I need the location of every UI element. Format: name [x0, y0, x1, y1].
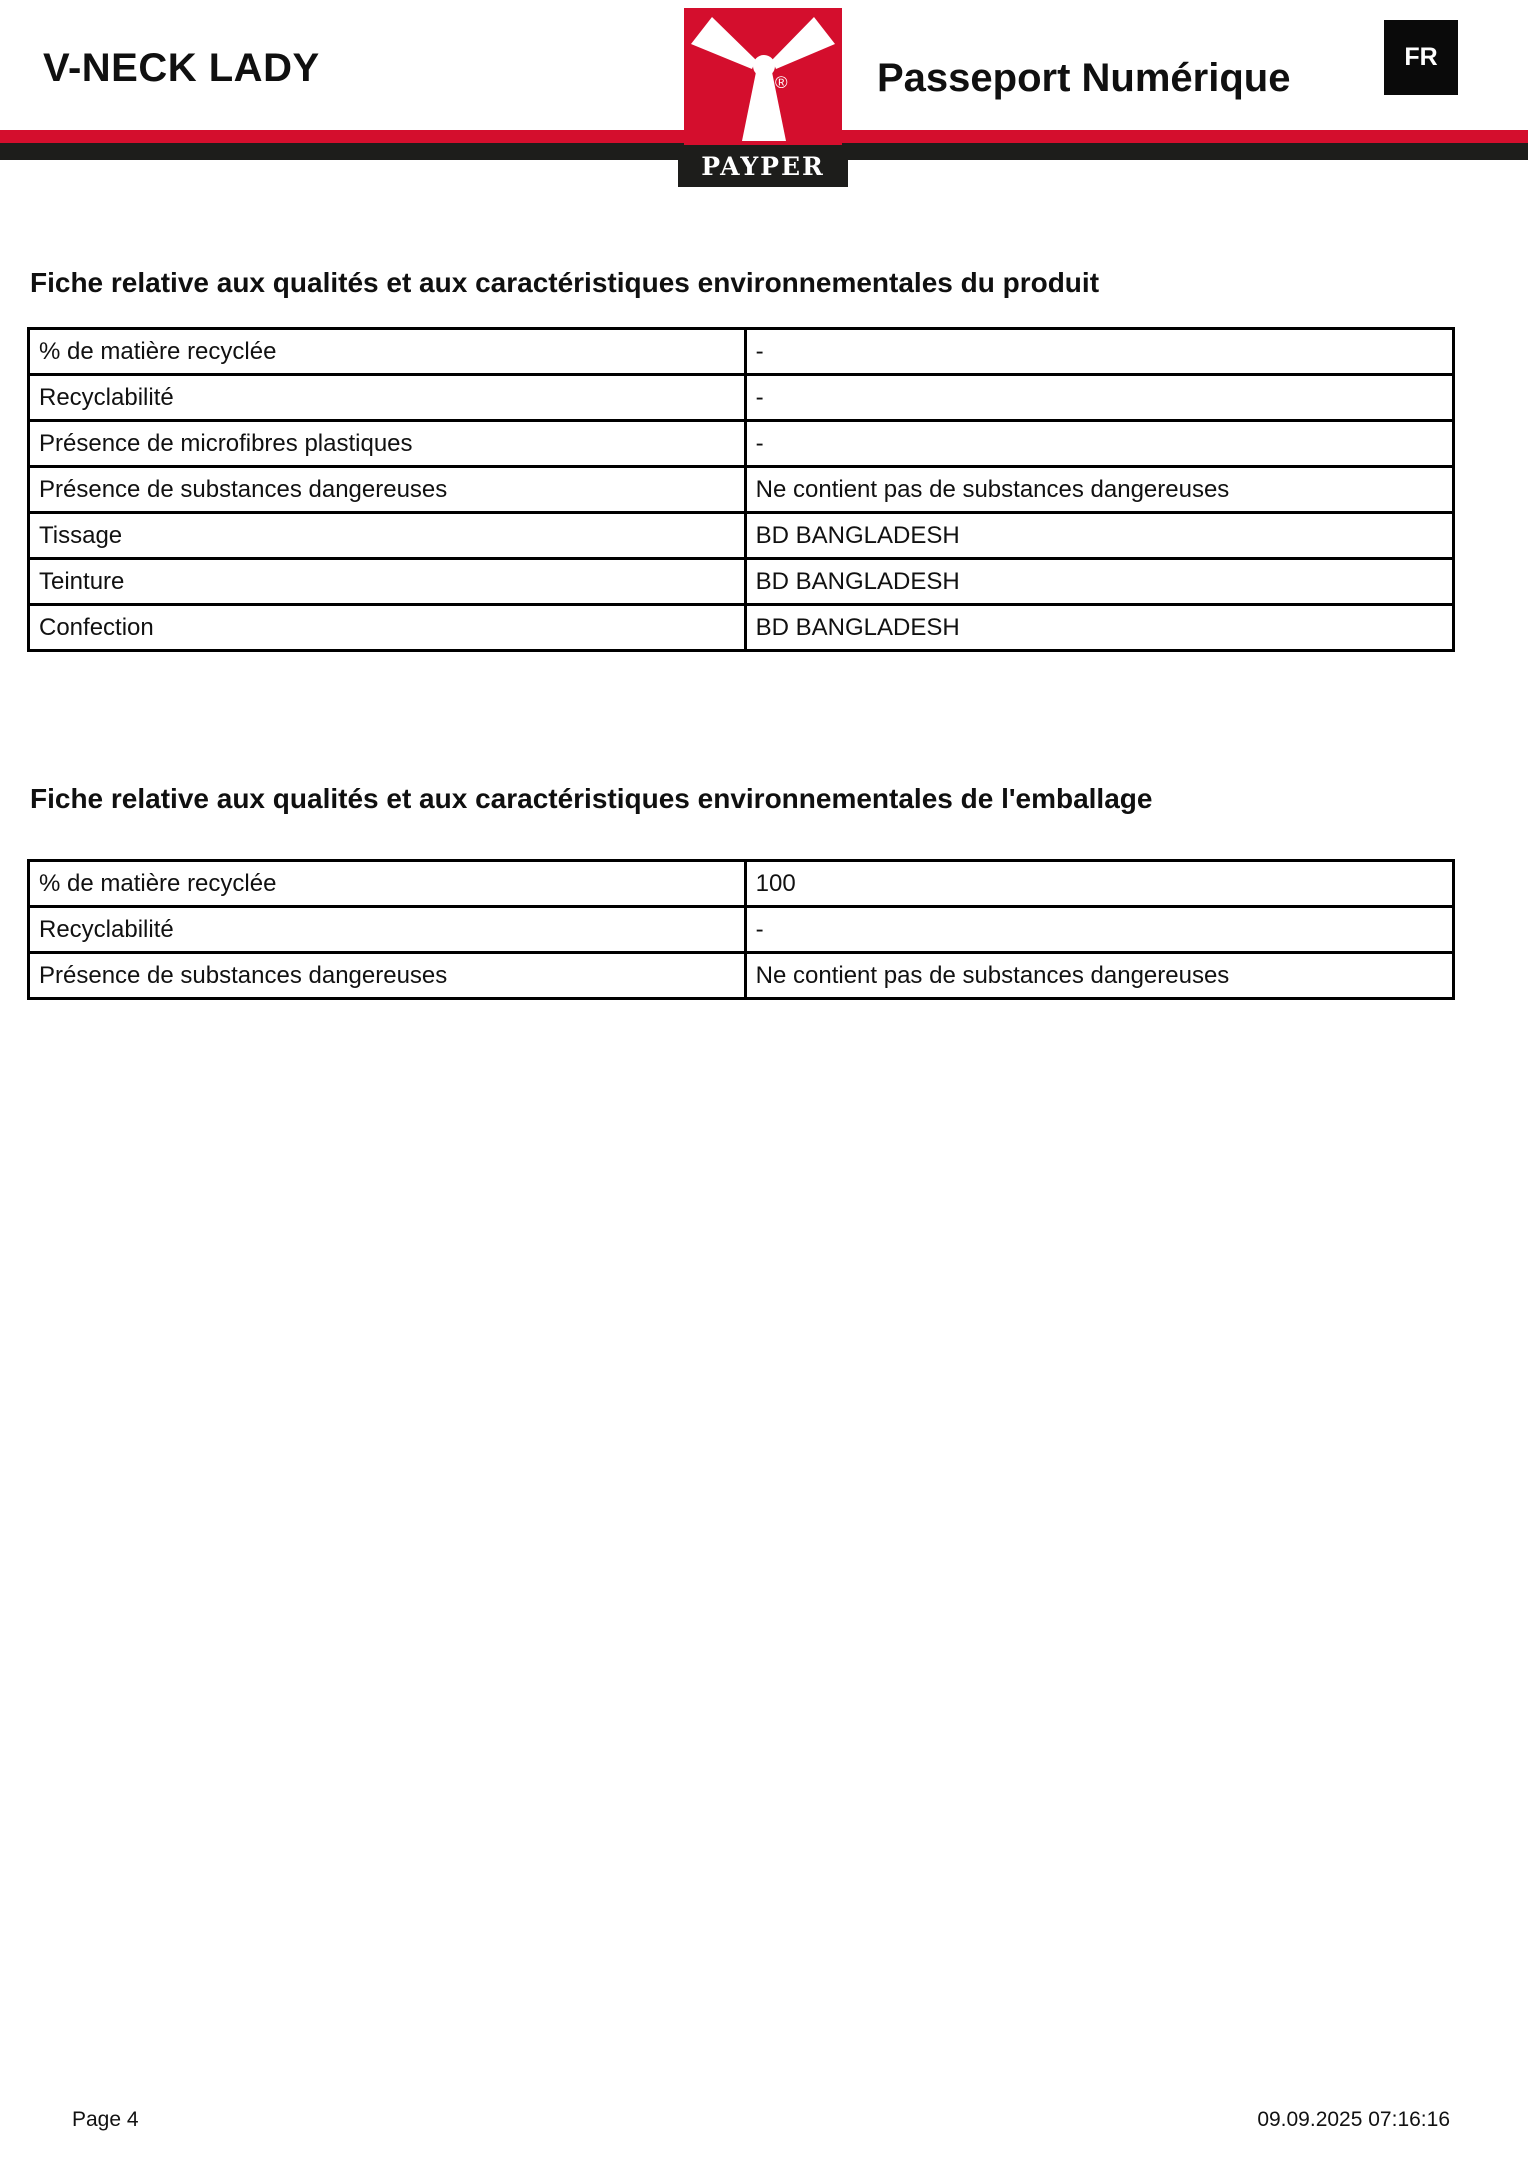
row-value: - [745, 907, 1453, 953]
table-row [29, 375, 1454, 421]
row-value: - [745, 421, 1453, 467]
row-label: Présence de substances dangereuses [29, 467, 746, 513]
registered-mark: ® [775, 73, 788, 92]
table-row [29, 861, 1454, 907]
table-row [29, 907, 1454, 953]
page-title: V-NECK LADY [43, 46, 320, 90]
windmill-icon [684, 8, 842, 145]
packaging-environment-table [27, 859, 1455, 1000]
table-row [29, 421, 1454, 467]
brand-name: PAYPER [678, 145, 848, 187]
payper-logo [678, 8, 848, 187]
language-badge-label: FR [1404, 43, 1438, 71]
row-label: Recyclabilité [29, 907, 746, 953]
row-label: Recyclabilité [29, 375, 746, 421]
table-row [29, 559, 1454, 605]
row-value: - [745, 329, 1453, 375]
row-label: Tissage [29, 513, 746, 559]
row-value: Ne contient pas de substances dangereuses [745, 953, 1453, 999]
row-label: % de matière recyclée [29, 861, 746, 907]
row-label: Teinture [29, 559, 746, 605]
table-row [29, 605, 1454, 651]
row-value: BD BANGLADESH [745, 605, 1453, 651]
language-badge [1384, 20, 1458, 95]
row-value: BD BANGLADESH [745, 513, 1453, 559]
table-row [29, 329, 1454, 375]
row-value: - [745, 375, 1453, 421]
packaging-table-body [29, 861, 1454, 999]
passport-title: Passeport Numérique [877, 56, 1291, 100]
table-row [29, 513, 1454, 559]
row-label: Présence de microfibres plastiques [29, 421, 746, 467]
section-title-packaging: Fiche relative aux qualités et aux caractéristiques environnementales de l'emballage [30, 783, 1153, 814]
timestamp: 09.09.2025 07:16:16 [1257, 2108, 1450, 2131]
product-environment-table [27, 327, 1455, 652]
windmill-icon-svg [684, 8, 842, 145]
header [0, 0, 1528, 190]
page-number: Page 4 [72, 2108, 139, 2131]
section-title-product: Fiche relative aux qualités et aux caractéristiques environnementales du produit [30, 267, 1100, 298]
row-value: Ne contient pas de substances dangereuses [745, 467, 1453, 513]
table-row [29, 467, 1454, 513]
row-value: 100 [745, 861, 1453, 907]
row-value: BD BANGLADESH [745, 559, 1453, 605]
row-label: Présence de substances dangereuses [29, 953, 746, 999]
product-table-body [29, 329, 1454, 651]
row-label: Confection [29, 605, 746, 651]
table-row [29, 953, 1454, 999]
row-label: % de matière recyclée [29, 329, 746, 375]
